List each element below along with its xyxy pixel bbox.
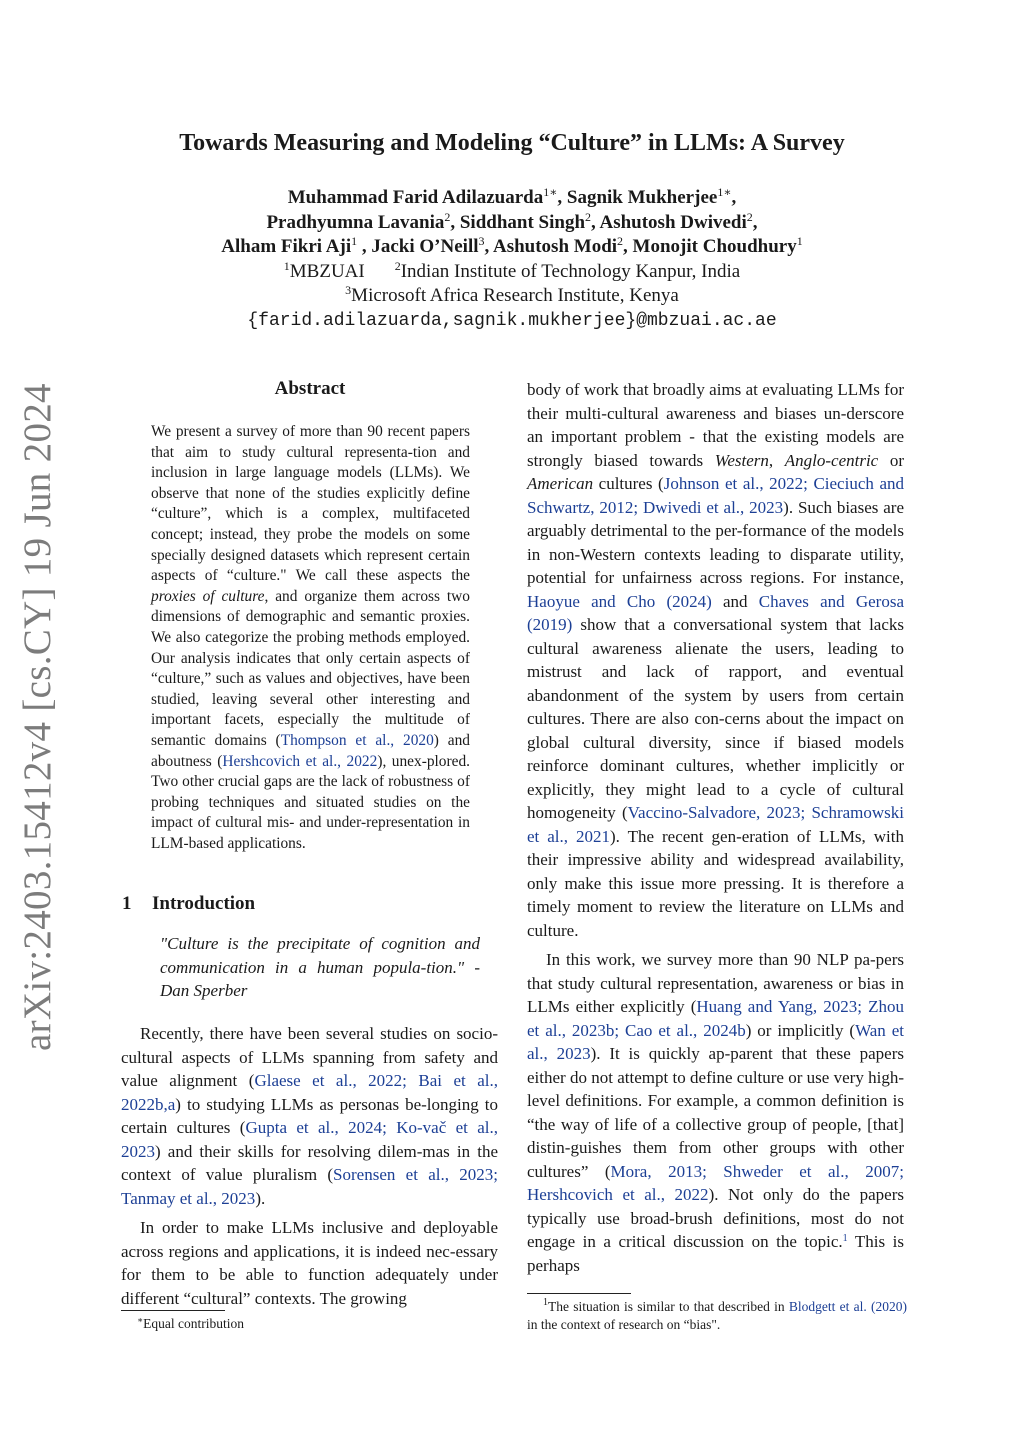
left-column-body — [121, 1022, 498, 1310]
citation-link[interactable]: Haoyue and Cho (2024) — [527, 591, 712, 611]
paragraph: Recently, there have been several studies on socio-cultural aspects of LLMs spanning from safety and value alignment (Glaese et al., 2022; Bai et al., 2022b,a) to studying LLMs as personas be-longing to certain cultures (Gupta et al., 2024; Ko-vač et al., 2023) and their skills for resolving dilem-mas in the context of value pluralism (Sorensen et al., 2023; Tanmay et al., 2023). — [121, 1024, 499, 1208]
author-name: Pradhyumna Lavania — [266, 211, 445, 233]
paragraph: In this work, we survey more than 90 NLP pa-pers that study cultural representation, awareness or bias in LLMs either explicitly (Huang and Yang, 2023; Zhou et al., 2023b; Cao et al., 2024b) or implicitly (Wan et al., 2023). It is quickly ap-parent that these papers either do not attempt to define culture or use very high-level definitions. For example, a common definition is “the way of life of a collective group of people, [that] distin-guishes them from other groups with other cultures” (Mora, 2013; Shweder et al., 2007; Hershcovich et al., 2022). Not only do the papers typically use broad-brush definitions, most do not engage in a critical discussion on the topic.$^1$ This is perhaps — [527, 950, 904, 1275]
author-name: Ashutosh Dwivedi — [599, 211, 747, 233]
author-name: Sagnik Mukherjee — [566, 187, 718, 208]
author-sep: , — [450, 211, 460, 233]
affiliation-microsoft-africa: Microsoft Africa Research Institute, Kenya — [351, 285, 679, 306]
arxiv-identifier: arXiv:2403.15412v4 [cs.CY] 19 Jun 2024 — [16, 383, 59, 1051]
author-sep: , — [484, 236, 493, 257]
author-affil-sup: 2 — [617, 234, 624, 248]
author-sep: , — [623, 236, 633, 257]
affiliation-mbzuai: MBZUAI — [289, 260, 365, 282]
citation-link[interactable]: Mora, 2013; Shweder et al., 2007; Hershcovich et al., 2022 — [527, 1161, 904, 1204]
footnote-reference[interactable]: 1 — [842, 1233, 848, 1244]
author-affil-sup: 2 — [746, 209, 753, 224]
author-name: Alham Fikri Aji — [221, 236, 352, 257]
author-name: Ashutosh Modi — [492, 236, 618, 257]
author-sep: , — [591, 211, 600, 233]
author-line-2 — [0, 211, 1024, 236]
paragraph: body of work that broadly aims at evaluating LLMs for their multi-cultural awareness and biases un-derscore an important problem - that the existing models are strongly biased towards Western, Anglo-centric or American cultures (Johnson et al., 2022; Cieciuch and Schwartz, 2012; Dwivedi et al., 2023). Such biases are arguably detrimental to the per-formance of the models in non-Western contexts leading to disparate utility, potential for unfairness across regions. For instance, Haoyue and Cho (2024) and Chaves and Gerosa (2019) show that a conversational system that lacks cultural awareness alienate the users, leading to mistrust and lack of rapport, and eventual abandonment of the system by users from certain cultures. There are also con-cerns about the impact on global cultural diversity, since if biased models reinforce dominant cultures, whether implicitly or explicitly, they might lead to a cycle of cultural homogeneity (Vaccino-Salvadore, 2023; Schramowski et al., 2021). The recent gen-eration of LLMs, with their impressive ability and widespread availability, only make this issue more pressing. It is therefore a timely moment to review the literature on LLMs and culture. — [527, 380, 905, 940]
author-sep: , — [731, 187, 737, 208]
author-affil-sup: 1∗ — [717, 185, 732, 199]
affiliation-line-1: $^1$MBZUAI $^2$Indian Institute of Technology Kanpur, India — [283, 258, 741, 282]
author-block — [0, 186, 1024, 333]
citation-link[interactable]: Gupta et al., 2024; Ko-vač et al., 2023 — [121, 1118, 499, 1161]
citation-link[interactable]: Glaese et al., 2022; Bai et al., 2022b,a — [121, 1071, 498, 1114]
author-sep: , — [557, 187, 567, 208]
author-affil-sup: 2 — [585, 209, 592, 224]
abstract-heading: Abstract — [274, 378, 346, 399]
author-name: Muhammad Farid Adilazuarda — [287, 187, 544, 208]
section-heading-introduction — [122, 893, 502, 915]
citation-link[interactable]: Chaves and Gerosa (2019) — [527, 591, 904, 634]
author-sep: , — [357, 236, 372, 257]
paper-title: Towards Measuring and Modeling “Culture” in LLMs: A Survey — [179, 130, 845, 156]
abstract-text: We present a survey of more than 90 recent papers that aim to study cultural representa-tion and inclusion in large language models (LLMs). We observe that none of the studies explicitly define “culture”, which is a complex, multifaceted concept; instead, they probe the models on some specially designed datasets which represent certain aspects of “culture." We call these aspects the proxies of culture, and organize them across two dimensions of demographic and semantic proxies. We also categorize the probing methods employed. Our analysis indicates that only certain aspects of “culture,” such as values and objectives, have been studied, leaving several other interesting and important facets, especially the multitude of semantic domains (Thompson et al., 2020) and aboutness (Hershcovich et al., 2022), unex-plored. Two other crucial gaps are the lack of robustness of probing techniques and situated studies on the impact of cultural mis- and under-representation in LLM-based applications. — [151, 423, 470, 852]
citation-link[interactable]: Hershcovich et al., 2022 — [222, 752, 378, 770]
paragraph: In order to make LLMs inclusive and deployable across regions and applications, it is indeed nec-essary for them to be able to function adequately under different “cultural” contexts. The growing — [121, 1218, 498, 1308]
author-name: Siddhant Singh — [459, 211, 586, 233]
author-name: Monojit Choudhury — [632, 236, 797, 257]
affiliation-iit-kanpur: Indian Institute of Technology Kanpur, India — [400, 260, 741, 282]
author-affil-sup: 3 — [478, 234, 485, 248]
author-affil-sup: 1 — [351, 234, 358, 248]
author-emails: {farid.adilazuarda,sagnik.mukherjee}@mbzuai.ac.ae — [247, 310, 777, 331]
section-number: 1 — [122, 893, 132, 914]
author-line-1 — [0, 186, 1024, 211]
author-name: Jacki O’Neill — [371, 236, 479, 257]
affiliation-line-2: $^3$Microsoft Africa Research Institute, Kenya — [345, 283, 679, 306]
author-sep: , — [752, 211, 758, 233]
author-line-3 — [0, 235, 1024, 260]
citation-link[interactable]: Huang and Yang, 2023; Zhou et al., 2023b; Cao et al., 2024b — [527, 997, 904, 1040]
citation-link[interactable]: Sorensen et al., 2023; Tanmay et al., 2023 — [121, 1165, 498, 1208]
citation-link[interactable]: Wan et al., 2023 — [527, 1020, 904, 1063]
author-affil-sup: 2 — [444, 209, 451, 224]
footnote-1: $^1$The situation is similar to that described in Blodgett et al. (2020) in the context of research on “bias". — [527, 1297, 907, 1332]
right-column-body — [527, 378, 904, 1277]
footnote-equal-contribution: ∗Equal contribution — [137, 1315, 244, 1331]
citation-link[interactable]: Johnson et al., 2022; Cieciuch and Schwartz, 2012; Dwivedi et al., 2023 — [527, 474, 904, 517]
citation-link[interactable]: Thompson et al., 2020 — [280, 731, 434, 749]
citation-link[interactable]: Vaccino-Salvadore, 2023; Schramowski et al., 2021 — [527, 803, 904, 846]
citation-link[interactable]: Blodgett et al. (2020) — [788, 1299, 907, 1314]
author-affil-sup: 1∗ — [543, 185, 558, 199]
epigraph-quote: "Culture is the precipitate of cognition and communication in a human popula-tion." - Dan Sperber — [160, 934, 480, 1000]
section-title: Introduction — [152, 893, 256, 914]
footnote-rule — [527, 1293, 631, 1294]
author-affil-sup: 1 — [796, 234, 803, 248]
footnote-rule — [121, 1310, 225, 1311]
